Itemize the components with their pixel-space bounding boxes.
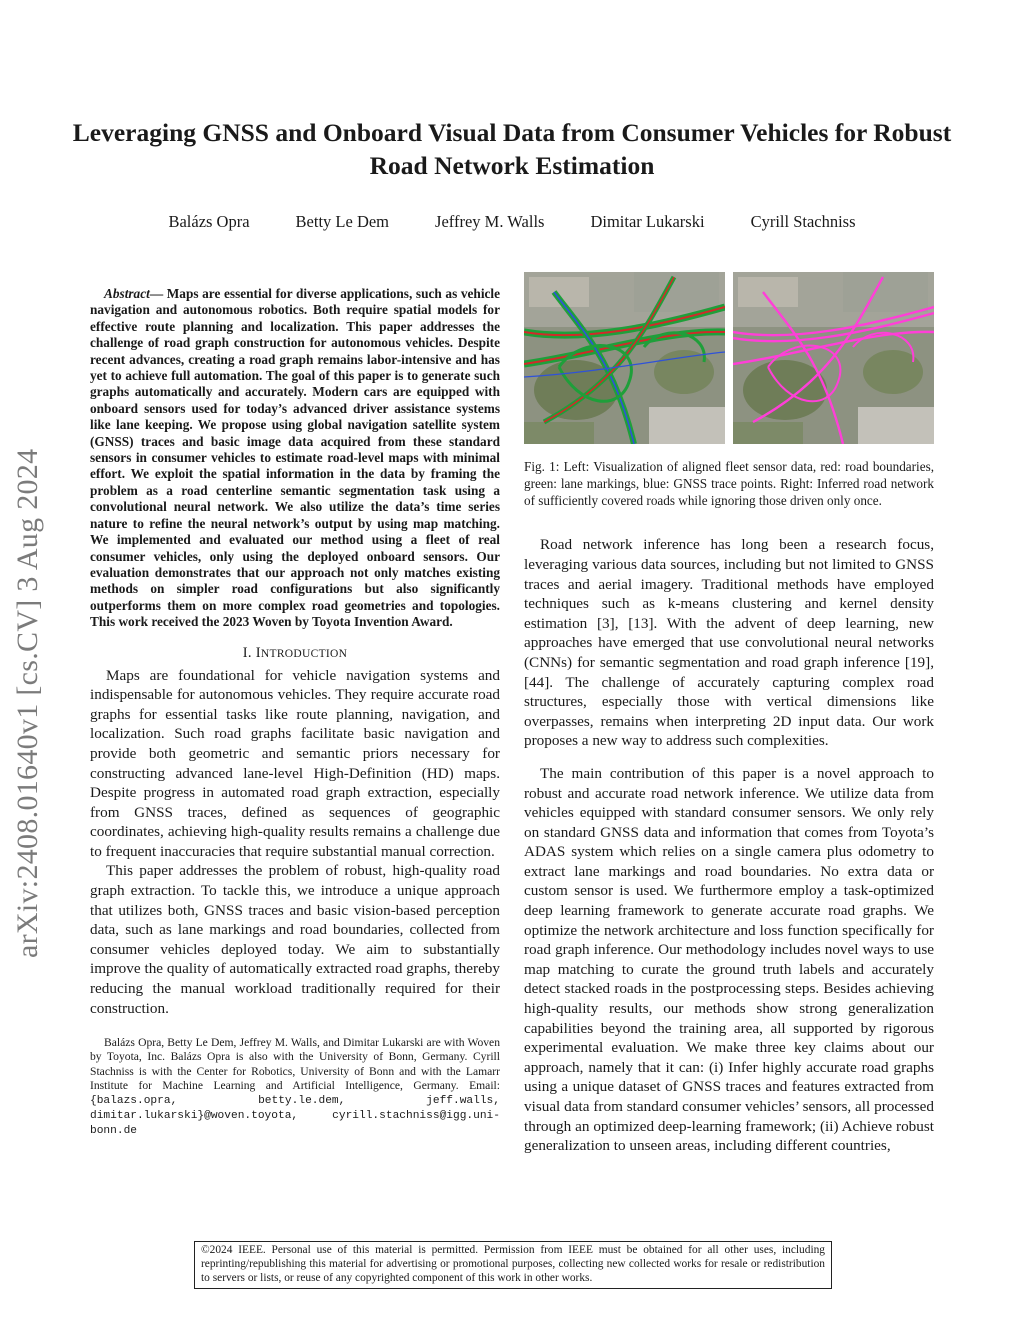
author-list bbox=[60, 212, 964, 232]
author-name: Jeffrey M. Walls bbox=[435, 212, 545, 231]
aerial-image-inferred-network bbox=[733, 272, 934, 444]
abstract: Abstract— Maps are essential for diverse applications, such as vehicle navigation and autonomous robotics. Both require spatial models for effective route planning and localization. This paper addresses the challenge of road graph construction for autonomous vehicles. Despite recent advances, creating a road graph remains labor-intensive and has yet to achieve full automation. The goal of this paper is to generate such graphs automatically and accurately. Modern cars are equipped with onboard sensors used for today’s advanced driver assistance systems like lane keeping. We propose using global navigation satellite system (GNSS) traces and basic image data acquired from these standard sensors in consumer vehicles to estimate road-level maps with minimal effort. We exploit the spatial information in the data by framing the problem as a road centerline semantic segmentation task using a convolutional neural network. We also utilize the data’s time series nature to refine the neural network’s output by using map matching. We implemented and evaluated our method using a fleet of real consumer vehicles, only using the deployed onboard sensors. Our evaluation demonstrates that our approach not only matches existing methods on simpler road configurations but also significantly outperforms them on more complex road geometries and topologies. This work received the 2023 Woven by Toyota Invention Award. bbox=[90, 286, 501, 630]
copyright-notice: ©2024 IEEE. Personal use of this material is permitted. Permission from IEEE must be obtained for all other uses, including reprinting/republishing this material for advertising or promotional purposes, collecting new collected works for resale or redistribution to servers or lists, or reuse of any copyrighted component of this work in other works. bbox=[194, 1241, 832, 1289]
abstract-text: Maps are essential for diverse applications, such as vehicle navigation and autonomous robotics. Both require spatial models for effective route planning and localization. This paper addresses the challenge of road graph construction for autonomous vehicles. Despite recent advances, creating a road graph remains labor-intensive and has yet to achieve full automation. The goal of this paper is to generate such graphs automatically and accurately. Modern cars are equipped with onboard sensors used for today’s advanced driver assistance systems like lane keeping. We propose using global navigation satellite system (GNSS) traces and basic image data acquired from these standard sensors in consumer vehicles to estimate road-level maps with minimal effort. We exploit the spatial information in the data by framing the problem as a road centerline semantic segmentation task using a convolutional neural network. We also utilize the data’s time series nature to refine the neural network’s output by using map matching. We implemented and evaluated our method using a fleet of real consumer vehicles, only using the deployed onboard sensors. Our evaluation demonstrates that our approach not only matches existing methods on simpler road configurations but also significantly outperforms them on more complex road geometries and topologies. This work received the 2023 Woven by Toyota Invention Award. bbox=[90, 286, 501, 630]
affiliation-footnote: Balázs Opra, Betty Le Dem, Jeffrey M. Walls, and Dimitar Lukarski are with Woven by Toyota, Inc. Balázs Opra is also with the University of Bonn, Germany. Cyrill Stachniss is with the Center for Robotics, University of Bonn and with the Lamarr Institute for Machine Learning and Artificial Intelligence, Germany. Email: {balazs.opra, betty.le.dem, jeff.walls, dimitar.lukarski}@woven.toyota, cyrill.stachniss@igg.uni-bonn.de bbox=[90, 1036, 500, 1138]
left-column bbox=[90, 286, 500, 1139]
abstract-label: Abstract bbox=[104, 286, 150, 301]
intro-paragraph: Maps are foundational for vehicle navigation systems and indispensable for autonomous vehicles. They require accurate road graphs for essential tasks like route planning, navigation, and localization. Such road graphs facilitate basic navigation and provide both geometric and semantic priors necessary for constructing advanced lane-level High-Definition (HD) maps. Despite progress in automated road graph extraction, especially from GNSS traces, defined as sequences of geographic coordinates, achieving high-quality results remains a challenge due to frequent inaccuracies that require substantial manual correction. bbox=[90, 666, 500, 860]
author-name: Balázs Opra bbox=[168, 212, 250, 231]
intro-paragraph: This paper addresses the problem of robust, high-quality road graph extraction. To tackle this, we introduce a unique approach that utilizes both, GNSS traces and basic vision-based perception data, such as lane markings and road boundaries, collected from consumer vehicles deployed today. We aim to substantially improve the quality of automatically extracted road graphs, thereby reducing the manual workload traditionally required for their construction. bbox=[90, 862, 500, 1017]
paper-title: Leveraging GNSS and Onboard Visual Data from Consumer Vehicles for Robust Road Network Estimation bbox=[72, 118, 952, 180]
right-column bbox=[524, 272, 934, 1156]
aerial-image-fleet-data bbox=[524, 272, 725, 444]
section-heading: I. INTRODUCTION bbox=[242, 644, 348, 661]
figure-caption: Fig. 1: Left: Visualization of aligned fleet sensor data, red: road boundaries, green: lane markings, blue: GNSS trace points. Right: Inferred road network of sufficiently covered roads while ignoring those driven only once. bbox=[524, 459, 934, 508]
body-paragraph: The main contribution of this paper is a novel approach to robust and accurate road network inference. We utilize data from vehicles equipped with standard consumer sensors. We only rely on standard GNSS data and information that comes from Toyota’s ADAS system which relies on a single camera plus odometry to extract lane markings and road boundaries. No extra data or custom sensor is used. We furthermore employ a task-optimized deep learning framework to generate accurate road graphs. We optimize the network architecture and loss function specifically for road graph inference. Our methodology includes novel ways to use map matching to curate the ground truth labels and accurately detect stacked roads in the postprocessing steps. Besides achieving high-quality results, our methods show strong generalization capabilities beyond the training area, all supported by rigorous experimental evaluation. We make three key claims about our approach, namely that it can: (i) Infer highly accurate road graphs using a unique dataset of GNSS traces and features extracted from visual data from standard consumer vehicles’ sensors, all processed through an optimized deep-learning framework; (ii) Achieve robust generalization to unseen areas, including different countries, bbox=[524, 764, 934, 1155]
figure-1 bbox=[524, 272, 934, 444]
author-name: Cyrill Stachniss bbox=[750, 212, 856, 231]
arxiv-stamp: arXiv:2408.01640v1 [cs.CV] 3 Aug 2024 bbox=[11, 448, 44, 958]
body-paragraph: Road network inference has long been a research focus, leveraging various data sources, including but not limited to GNSS traces and aerial imagery. Traditional methods have employed techniques such as k-means clustering and kernel density estimation [3], [13]. With the advent of deep learning, new approaches have emerged that use convolutional neural networks (CNNs) for semantic segmentation and road graph inference [19], [44]. The challenge of accurately capturing complex road structures, especially those with vertical dimensions like overpasses, remains when interpreting 2D input data. Our work proposes a new way to address such complexities. bbox=[524, 536, 934, 750]
author-name: Betty Le Dem bbox=[295, 212, 390, 231]
email-list: {balazs.opra, betty.le.dem, jeff.walls, dimitar.lukarski}@woven.toyota, cyrill.stachniss@igg.uni-bonn.de bbox=[90, 1095, 500, 1138]
author-name: Dimitar Lukarski bbox=[590, 212, 705, 231]
